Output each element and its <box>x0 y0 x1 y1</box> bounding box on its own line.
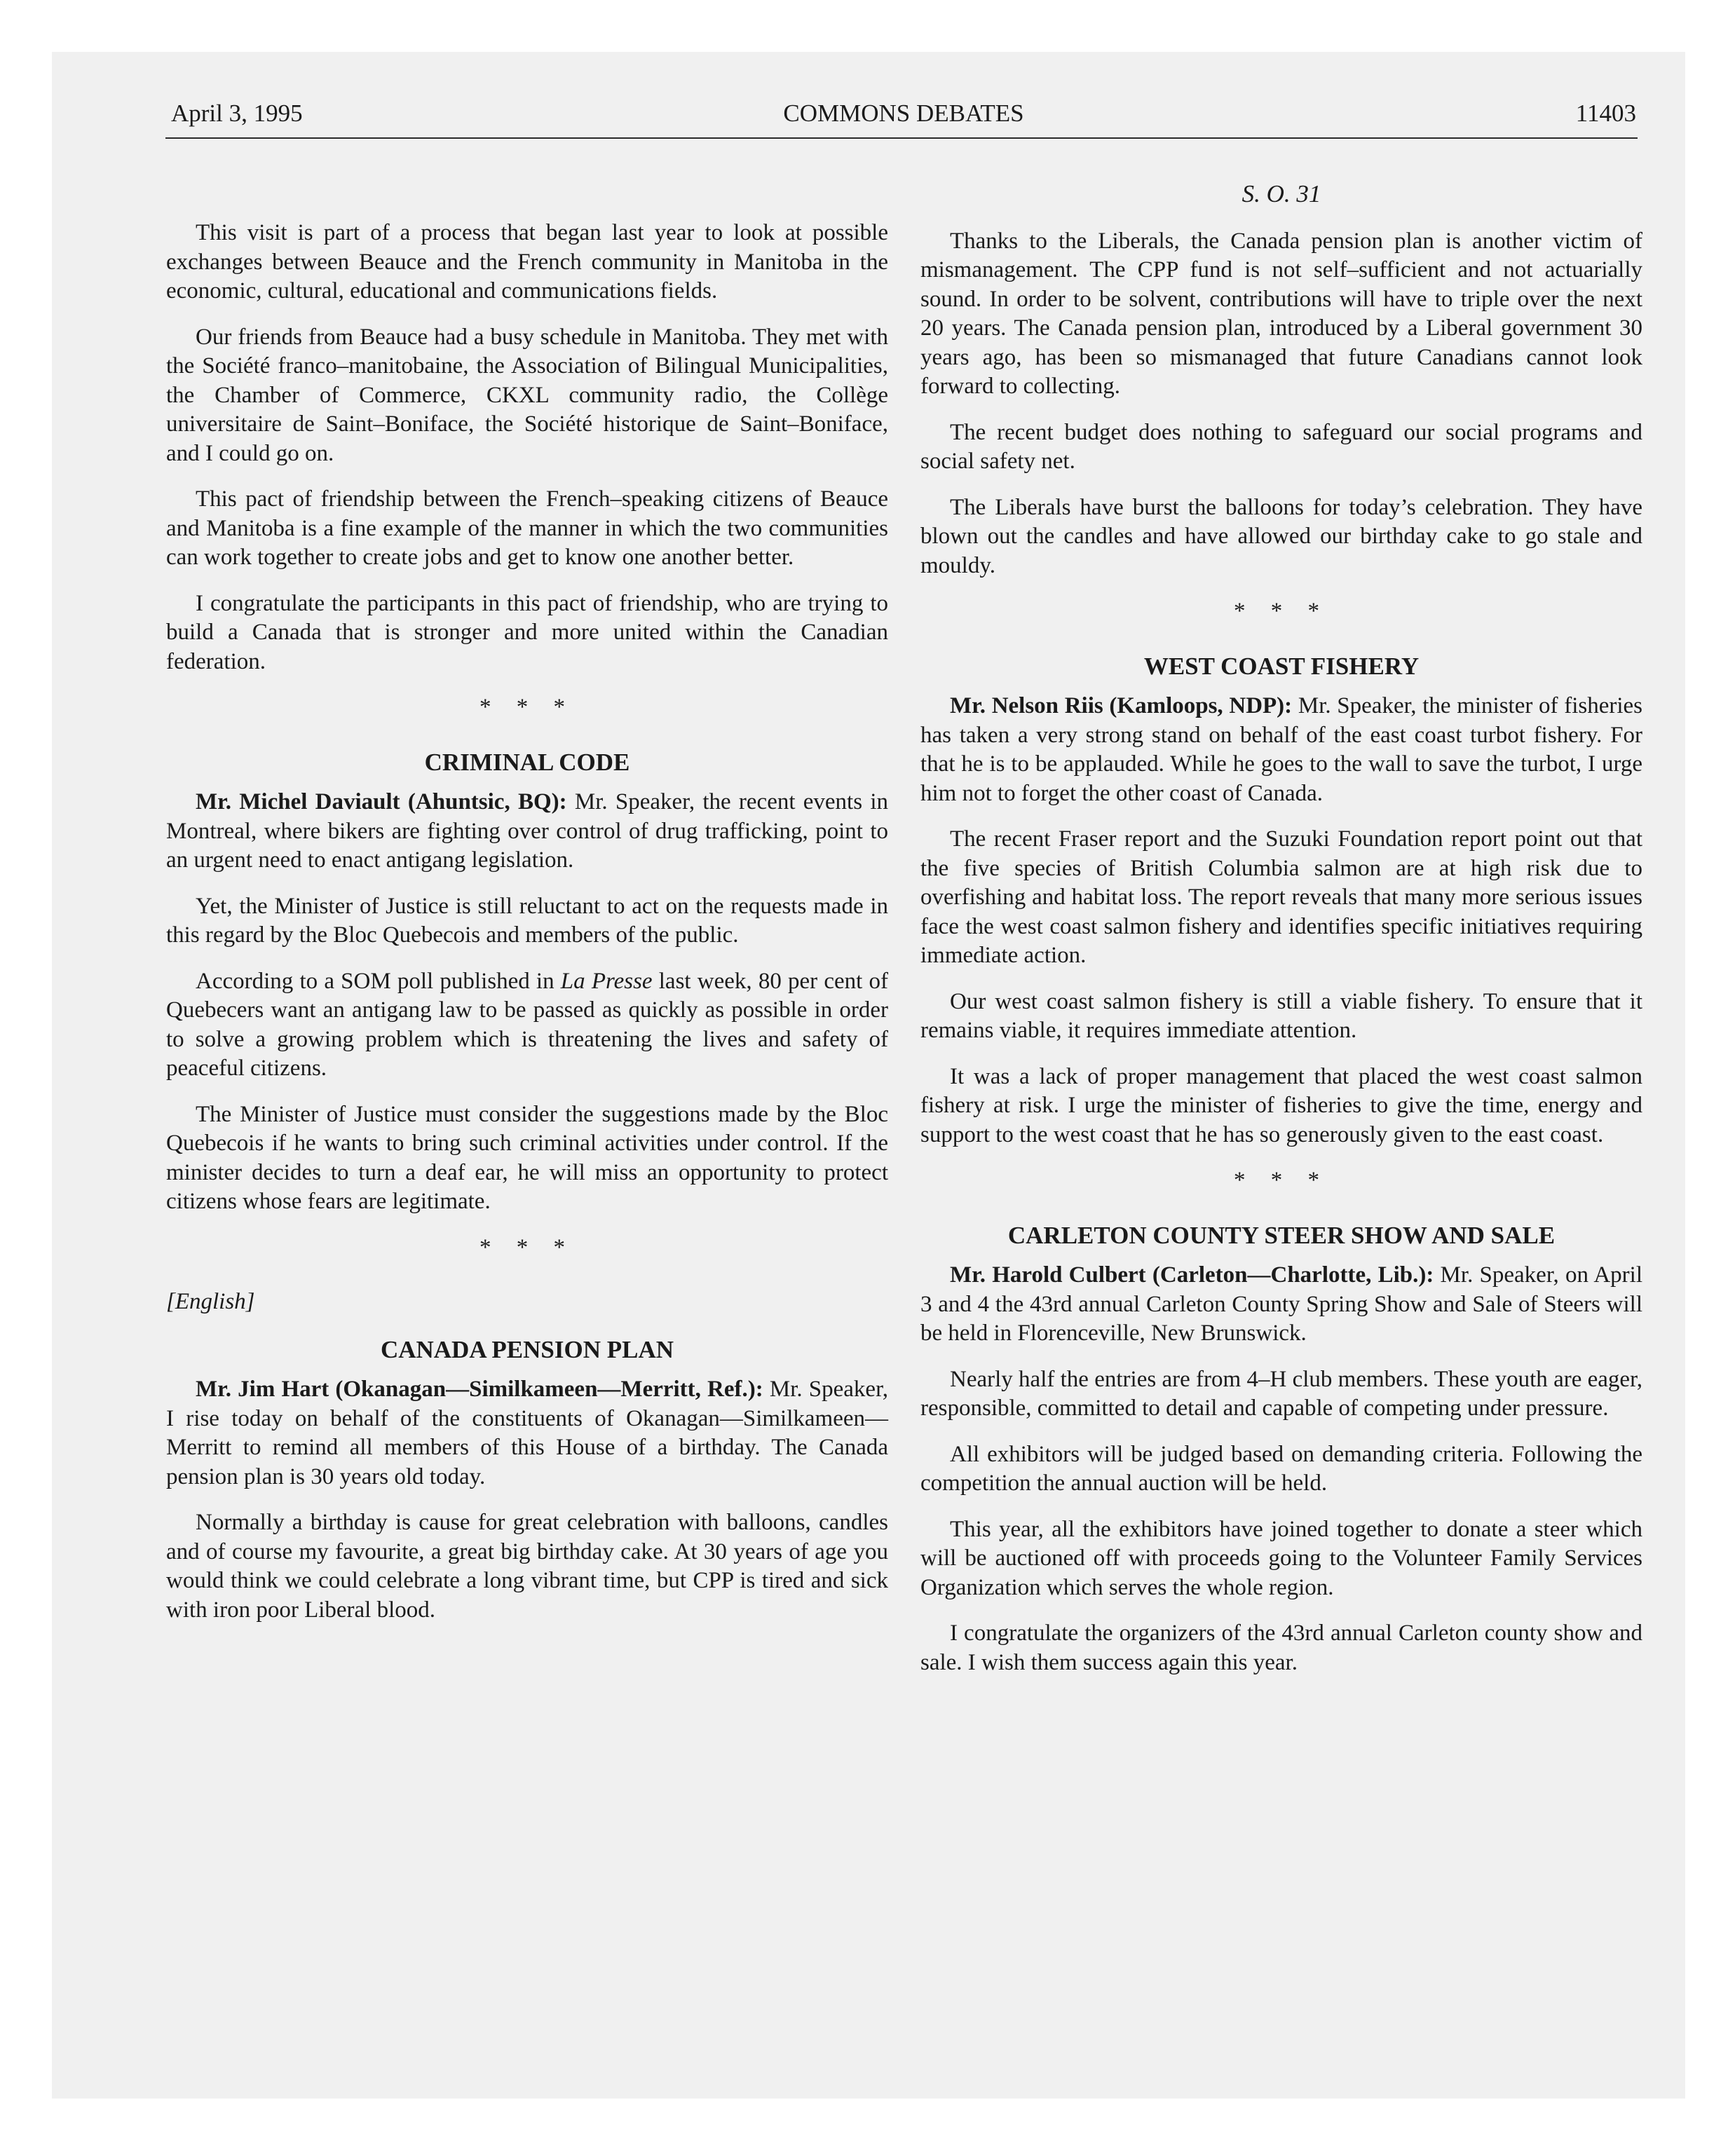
speaker-name: Mr. Jim Hart (Okanagan—Similkameen—Merritt, Ref.): <box>196 1377 763 1402</box>
section-separator: * * * <box>1234 1168 1329 1193</box>
paragraph: This visit is part of a process that began last year to look at possible exchanges between Beauce and the French community in Manitoba in the economic, cultural, educational and communications fields. <box>166 220 888 303</box>
header-title: COMMONS DEBATES <box>783 100 1024 127</box>
publication-title: La Presse <box>560 968 653 994</box>
section-separator: * * * <box>479 1234 575 1260</box>
rule-reference: S. O. 31 <box>1241 180 1321 207</box>
section-separator: * * * <box>1234 599 1329 624</box>
paragraph: This pact of friendship between the French–speaking citizens of Beauce and Manitoba is a fine example of the manner in which the two communities can work together to create jobs and get to know one another better. <box>166 486 888 570</box>
section-heading: WEST COAST FISHERY <box>1143 652 1420 680</box>
section-heading: CRIMINAL CODE <box>424 748 630 776</box>
paragraph: Yet, the Minister of Justice is still reluctant to act on the requests made in this regard by the Bloc Quebecois and members of the public. <box>166 893 888 948</box>
paragraph: The Liberals have burst the balloons for today’s celebration. They have blown out the candles and have allowed our birthday cake to go stale and mouldy. <box>920 494 1642 578</box>
header-rule <box>165 137 1638 139</box>
paragraph: The Minister of Justice must consider the suggestions made by the Bloc Quebecois if he wants to bring such criminal activities under control. If the minister decides to turn a deaf ear, he will miss an opportunity to protect citizens whose fears are legitimate. <box>166 1101 888 1214</box>
section-separator: * * * <box>479 695 575 720</box>
section-heading: CANADA PENSION PLAN <box>380 1335 674 1363</box>
paragraph: All exhibitors will be judged based on demanding criteria. Following the competition the annual auction will be held. <box>920 1441 1642 1496</box>
header-date: April 3, 1995 <box>171 100 303 127</box>
paragraph: It was a lack of proper management that placed the west coast salmon fishery at risk. I urge the minister of fisheries to give the time, energy and support to the west coast that he has so generously given to the east coast. <box>920 1063 1642 1147</box>
paragraph: Thanks to the Liberals, the Canada pension plan is another victim of mismanagement. The CPP fund is not self–sufficient and not actuarially sound. In order to be solvent, contributions will have to triple over the next 20 years. The Canada pension plan, introduced by a Liberal government 30 years ago, has been so mismanaged that future Canadians cannot look forward to collecting. <box>920 228 1642 399</box>
paragraph: The recent Fraser report and the Suzuki Foundation report point out that the five species of British Columbia salmon are at high risk due to overfishing and habitat loss. The report reveals that many more serious issues face the west coast salmon fishery and identifies specific initiatives requiring immediate action. <box>920 826 1642 968</box>
right-column <box>920 153 1642 1694</box>
paragraph: I congratulate the participants in this pact of friendship, who are trying to build a Canada that is stronger and more united within the Canadian federation. <box>166 590 888 674</box>
paragraph: Mr. Michel Daviault (Ahuntsic, BQ): Mr. Speaker, the recent events in Montreal, where bikers are fighting over control of drug trafficking, point to an urgent need to enact antigang legislation. <box>166 789 888 873</box>
left-column <box>166 153 888 1642</box>
paragraph: Mr. Nelson Riis (Kamloops, NDP): Mr. Speaker, the minister of fisheries has taken a very strong stand on behalf of the east coast turbot fishery. For that he is to be applauded. While he goes to the wall to save the turbot, I urge him not to forget the other coast of Canada. <box>920 693 1642 806</box>
paragraph: I congratulate the organizers of the 43rd annual Carleton county show and sale. I wish them success again this year. <box>920 1621 1642 1675</box>
speaker-name: Mr. Nelson Riis (Kamloops, NDP): <box>950 693 1293 718</box>
section-heading: CARLETON COUNTY STEER SHOW AND SALE <box>1007 1221 1556 1249</box>
paragraph: According to a SOM poll published in La Presse last week, 80 per cent of Quebecers want an antigang law to be passed as quickly as possible in order to solve a growing problem which is threatening the lives and safety of peaceful citizens. <box>166 968 888 1081</box>
paragraph: This year, all the exhibitors have joined together to donate a steer which will be auctioned off with proceeds going to the Volunteer Family Services Organization which serves the whole region. <box>920 1516 1642 1600</box>
language-marker: [English] <box>166 1289 255 1314</box>
paragraph: The recent budget does nothing to safeguard our social programs and social safety net. <box>920 419 1642 474</box>
paragraph: Normally a birthday is cause for great celebration with balloons, candles and of course my favourite, a great big birthday cake. At 30 years of age you would think we could celebrate a long vibrant time, but CPP is tired and sick with iron poor Liberal blood. <box>166 1510 888 1623</box>
paragraph: Our west coast salmon fishery is still a viable fishery. To ensure that it remains viable, it requires immediate attention. <box>920 988 1642 1043</box>
paragraph: Our friends from Beauce had a busy schedule in Manitoba. They met with the Société franco–manitobaine, the Association of Bilingual Municipalities, the Chamber of Commerce, CKXL community radio, the Collège universitaire de Saint–Boniface, the Société historique de Saint–Boniface, and I could go on. <box>166 324 888 466</box>
paragraph: Mr. Harold Culbert (Carleton—Charlotte, Lib.): Mr. Speaker, on April 3 and 4 the 43rd annual Carleton County Spring Show and Sale of Steers will be held in Florenceville, New Brunswick. <box>920 1262 1642 1346</box>
paragraph: Mr. Jim Hart (Okanagan—Similkameen—Merritt, Ref.): Mr. Speaker, I rise today on behalf of the constituents of Okanagan—Similkameen—Merritt to remind all members of this House of a birthday. The Canada pension plan is 30 years old today. <box>166 1377 888 1489</box>
header-page-number: 11403 <box>1575 100 1636 127</box>
speaker-name: Mr. Michel Daviault (Ahuntsic, BQ): <box>196 789 567 814</box>
speaker-name: Mr. Harold Culbert (Carleton—Charlotte, Lib.): <box>950 1262 1434 1288</box>
paragraph: Nearly half the entries are from 4–H club members. These youth are eager, responsible, committed to detail and capable of competing under pressure. <box>920 1366 1642 1421</box>
running-head <box>171 98 1636 140</box>
